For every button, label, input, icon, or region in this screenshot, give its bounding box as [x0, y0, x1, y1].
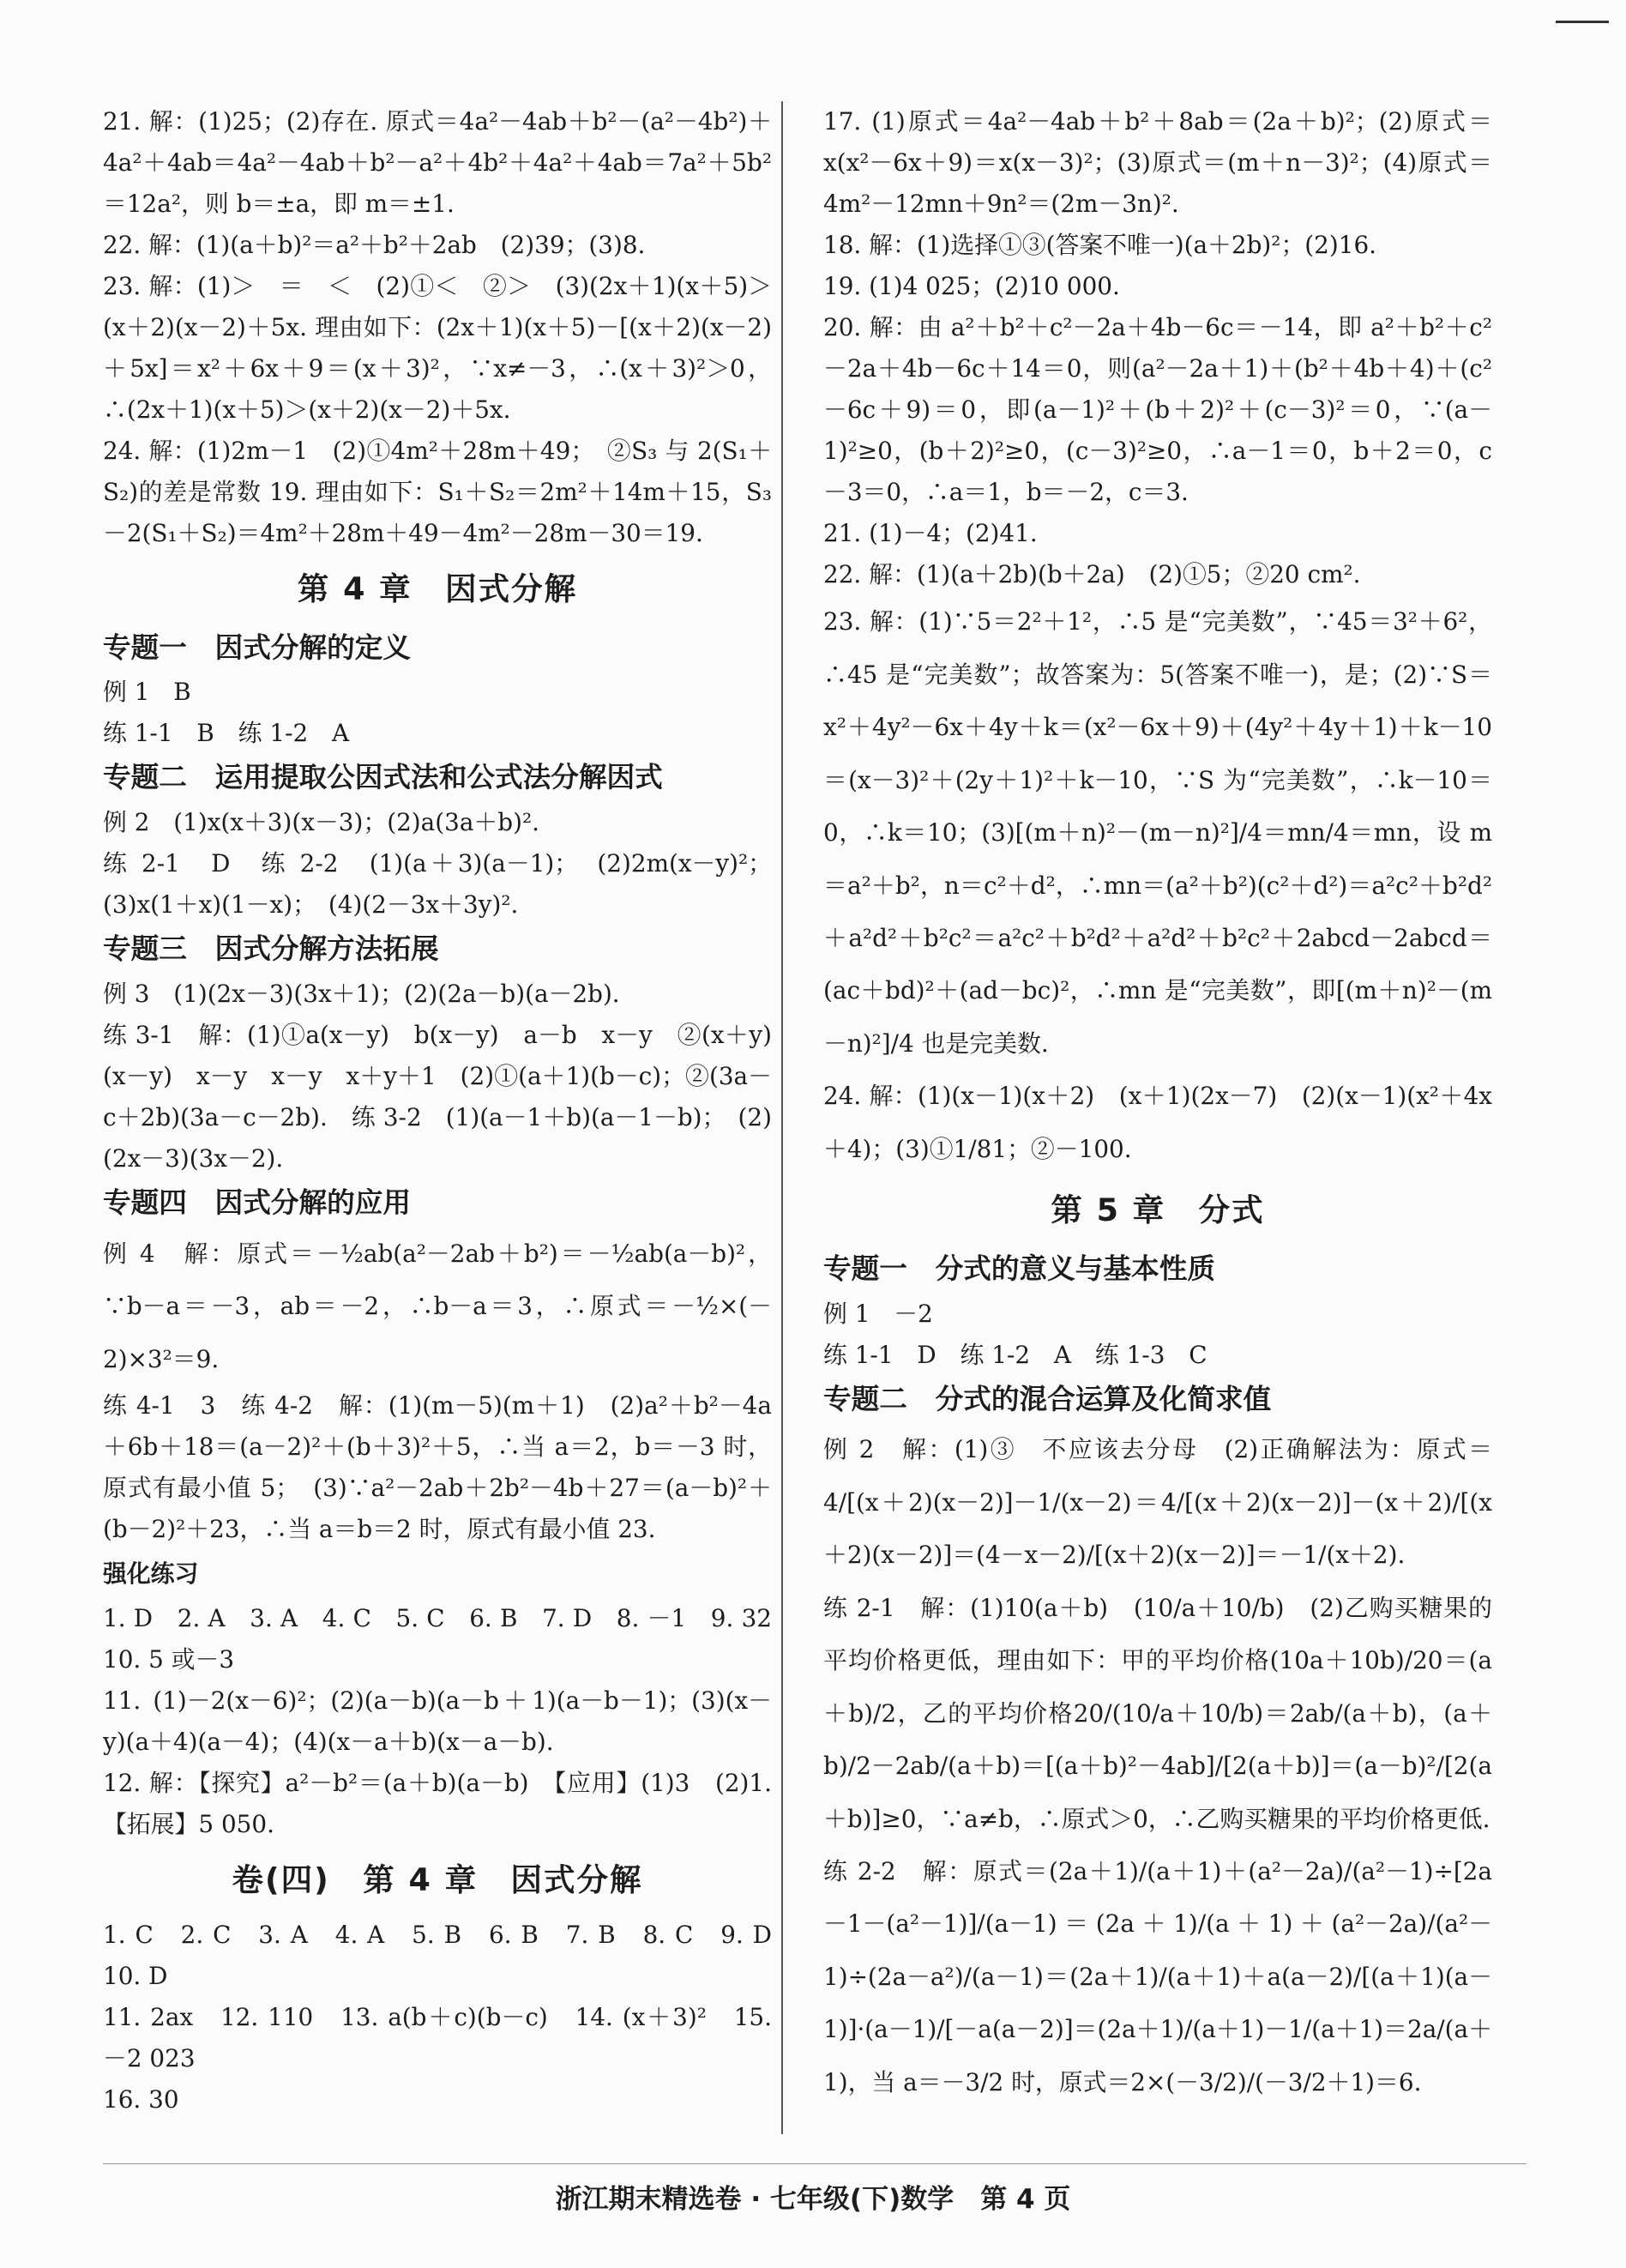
answer-paragraph: 16. 30 [103, 2085, 179, 2114]
left-column [103, 101, 796, 2120]
answer-paragraph: 练 2-1 D 练 2-2 (1)(a＋3)(a－1)； (2)2m(x－y)²；(3)x(1＋x)(1－x)； (4)(2－3x＋3y)². [103, 849, 772, 920]
answer-paragraph: 18. 解：(1)选择①③(答案不唯一)(a＋2b)²；(2)16. [823, 231, 1377, 260]
answer-paragraph: 练 3-1 解：(1)①a(x－y) b(x－y) a－b x－y ②(x＋y)(x－y) x－y x－y x＋y＋1 (2)①(a＋1)(b－c)；②(3a－c＋2b)(3a－c－2b). 练 3-2 (1)(a－1＋b)(a－1－b)； (2)(2x－3)(3x－2). [103, 1020, 772, 1173]
answer-paragraph: 22. 解：(1)(a＋b)²＝a²＋b²＋2ab (2)39；(3)8. [103, 231, 646, 260]
answer-paragraph: 例 4 解：原式＝－½ab(a²－2ab＋b²)＝－½ab(a－b)²，∵b－a＝－3，ab＝－2，∴b－a＝3，∴原式＝－½×(－2)×3²＝9. [103, 1239, 772, 1373]
page-footer: 浙江期末精选卷 · 七年级(下)数学 第 4 页 [555, 2184, 1071, 2215]
answer-paragraph: 1. C 2. C 3. A 4. A 5. B 6. B 7. B 8. C 9. D 10. D [103, 1921, 796, 1991]
answer-paragraph: 例 1 B [103, 678, 191, 707]
topic-heading: 专题二 分式的混合运算及化简求值 [823, 1382, 1272, 1415]
topic-heading: 专题一 分式的意义与基本性质 [823, 1252, 1215, 1285]
topic-heading: 专题三 因式分解方法拓展 [103, 932, 439, 966]
right-column [823, 101, 1492, 2108]
answer-paragraph: 练 2-1 解：(1)10(a＋b) (10/a＋10/b) (2)乙购买糖果的平均价格更低，理由如下：甲的平均价格(10a＋10b)/20＝(a＋b)/2，乙的平均价格20/(10/a＋10/b)＝2ab/(a＋b)，(a＋b)/2－2ab/(a＋b)＝[(a＋b)²－4ab]/[2(a＋b)]＝(a－b)²/[2(a＋b)]≥0，∵a≠b，∴原式＞0，∴乙购买糖果的平均价格更低. [823, 1593, 1492, 1833]
answer-paragraph: 例 3 (1)(2x－3)(3x＋1)；(2)(2a－b)(a－2b). [103, 979, 620, 1008]
answer-paragraph: 20. 解：由 a²＋b²＋c²－2a＋4b－6c＝－14，即 a²＋b²＋c²－2a＋4b－6c＋14＝0，则(a²－2a＋1)＋(b²＋4b＋4)＋(c²－6c＋9)＝0，即(a－1)²＋(b＋2)²＋(c－3)²＝0，∵(a－1)²≥0，(b＋2)²≥0，(c－3)²≥0，∴a－1＝0，b＋2＝0，c－3＝0，∴a＝1，b＝－2，c＝3. [823, 313, 1492, 507]
answer-paragraph: 24. 解：(1)2m－1 (2)①4m²＋28m＋49； ②S₃ 与 2(S₁＋S₂)的差是常数 19. 理由如下：S₁＋S₂＝2m²＋14m＋15，S₃－2(S₁＋S₂)＝4m²＋28m＋49－4m²－28m－30＝19. [103, 437, 772, 548]
answer-paragraph: 22. 解：(1)(a＋2b)(b＋2a) (2)①5；②20 cm². [823, 560, 1361, 589]
footer-rule [103, 2163, 1527, 2164]
answer-paragraph: 23. 解：(1)∵5＝2²＋1²，∴5 是“完美数”，∵45＝3²＋6²，∴45 是“完美数”；故答案为：5(答案不唯一)，是；(2)∵S＝x²＋4y²－6x＋4y＋k＝(x²－6x＋9)＋(4y²＋4y＋1)＋k－10＝(x－3)²＋(2y＋1)²＋k－10，∵S 为“完美数”，∴k－10＝0，∴k＝10；(3)[(m＋n)²－(m－n)²]/4＝mn/4＝mn，设 m＝a²＋b²，n＝c²＋d²，∴mn＝(a²＋b²)(c²＋d²)＝a²c²＋b²d²＋a²d²＋b²c²＝a²c²＋b²d²＋a²d²＋b²c²＋2abcd－2abcd＝(ac＋bd)²＋(ad－bc)²，∴mn 是“完美数”，即[(m＋n)²－(m－n)²]/4 也是完美数. [823, 607, 1492, 1058]
chapter-heading: 第 5 章 分式 [1051, 1191, 1265, 1229]
chapter-heading: 卷(四) 第 4 章 因式分解 [232, 1861, 643, 1898]
answer-paragraph: 17. (1)原式＝4a²－4ab＋b²＋8ab＝(2a＋b)²；(2)原式＝x(x²－6x＋9)＝x(x－3)²；(3)原式＝(m＋n－3)²；(4)原式＝4m²－12mn＋9n²＝(2m－3n)². [823, 107, 1492, 219]
answer-paragraph: 1. D 2. A 3. A 4. C 5. C 6. B 7. D 8. －1 9. 32 10. 5 或－3 [103, 1603, 796, 1674]
answer-paragraph: 练 2-2 解：原式＝(2a＋1)/(a＋1)＋(a²－2a)/(a²－1)÷[2a－1－(a²－1)]/(a－1)＝(2a＋1)/(a＋1)＋(a²－2a)/(a²－1)÷(2a－a²)/(a－1)＝(2a＋1)/(a＋1)＋a(a－2)/[(a＋1)(a－1)]·(a－1)/[－a(a－2)]＝(2a＋1)/(a＋1)－1/(a＋1)＝2a/(a＋1)，当 a＝－3/2 时，原式＝2×(－3/2)/(－3/2＋1)＝6. [823, 1857, 1492, 2096]
answer-paragraph: 练 1-1 B 练 1-2 A [103, 719, 350, 748]
corner-rule [1556, 21, 1609, 23]
topic-heading: 强化练习 [103, 1559, 199, 1589]
answer-paragraph: 19. (1)4 025；(2)10 000. [823, 272, 1120, 301]
answer-paragraph: 练 1-1 D 练 1-2 A 练 1-3 C [823, 1340, 1207, 1369]
answer-paragraph: 21. 解：(1)25；(2)存在. 原式＝4a²－4ab＋b²－(a²－4b²)＋4a²＋4ab＝4a²－4ab＋b²－a²＋4b²＋4a²＋4ab＝7a²＋5b²＝12a²，则 b＝±a，即 m＝±1. [103, 107, 772, 219]
answer-paragraph: 11. (1)－2(x－6)²；(2)(a－b)(a－b＋1)(a－b－1)；(3)(x－y)(a＋4)(a－4)；(4)(x－a＋b)(x－a－b). [103, 1686, 772, 1756]
answer-paragraph: 12. 解：【探究】a²－b²＝(a＋b)(a－b) 【应用】(1)3 (2)1.【拓展】5 050. [103, 1768, 772, 1838]
column-divider [781, 101, 783, 2134]
answer-paragraph: 例 1 －2 [823, 1299, 933, 1328]
chapter-heading: 第 4 章 因式分解 [297, 570, 578, 608]
topic-heading: 专题一 因式分解的定义 [103, 630, 412, 664]
answer-paragraph: 例 2 解：(1)③ 不应该去分母 (2)正确解法为：原式＝4/[(x＋2)(x－2)]－1/(x－2)＝4/[(x＋2)(x－2)]－(x＋2)/[(x＋2)(x－2)]＝(4－x－2)/[(x＋2)(x－2)]＝－1/(x＋2). [823, 1435, 1492, 1570]
answer-paragraph: 练 4-1 3 练 4-2 解：(1)(m－5)(m＋1) (2)a²＋b²－4a＋6b＋18＝(a－2)²＋(b＋3)²＋5，∴当 a＝2，b＝－3 时，原式有最小值 5； (3)∵a²－2ab＋2b²－4b＋27＝(a－b)²＋(b－2)²＋23，∴当 a＝b＝2 时，原式有最小值 23. [103, 1391, 772, 1544]
topic-heading: 专题四 因式分解的应用 [103, 1185, 412, 1219]
answer-paragraph: 11. 2ax 12. 110 13. a(b＋c)(b－c) 14. (x＋3)² 15. －2 023 [103, 2003, 772, 2073]
answer-paragraph: 21. (1)－4；(2)41. [823, 519, 1038, 548]
answer-paragraph: 23. 解：(1)＞ ＝ ＜ (2)①＜ ②＞ (3)(2x＋1)(x＋5)＞(x＋2)(x－2)＋5x. 理由如下：(2x＋1)(x＋5)－[(x＋2)(x－2)＋5x]＝x²＋6x＋9＝(x＋3)²，∵x≠－3，∴(x＋3)²＞0，∴(2x＋1)(x＋5)＞(x＋2)(x－2)＋5x. [103, 272, 772, 425]
topic-heading: 专题二 运用提取公因式法和公式法分解因式 [103, 761, 663, 794]
answer-paragraph: 24. 解：(1)(x－1)(x＋2) (x＋1)(2x－7) (2)(x－1)(x²＋4x＋4)；(3)①1/81；②－100. [823, 1082, 1492, 1163]
answer-paragraph: 例 2 (1)x(x＋3)(x－3)；(2)a(3a＋b)². [103, 808, 539, 837]
